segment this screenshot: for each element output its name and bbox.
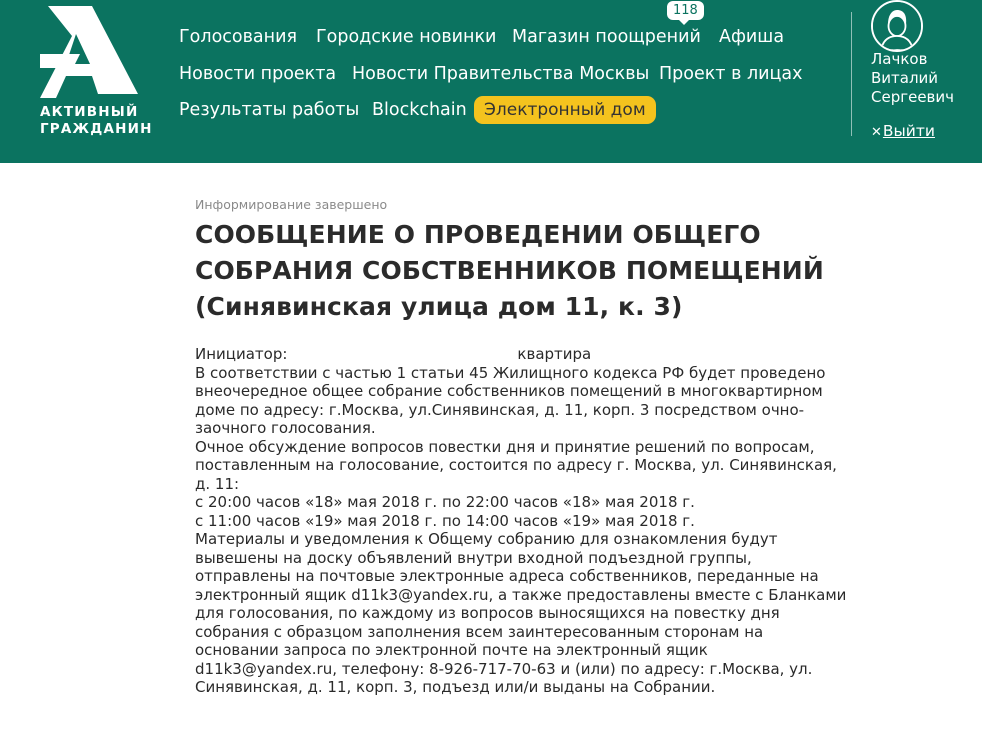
user-avatar-icon[interactable]: [871, 0, 923, 52]
article-body: [195, 345, 847, 697]
letter-a-logo-icon: [40, 6, 152, 98]
user-name: [871, 50, 979, 107]
body-line: вывешены на доску объявлений внутри входной подъездной группы,: [195, 548, 752, 567]
nav-rezultaty-raboty[interactable]: Результаты работы: [179, 100, 360, 120]
nav-elektronny-dom-button[interactable]: Электронный дом: [474, 96, 656, 124]
logo-line-1: АКТИВНЫЙ: [40, 104, 139, 120]
body-line: поставленным на голосование, состоится по адресу г. Москва, ул. Синявинская,: [195, 456, 837, 474]
body-line: электронный ящик d11k3@yandex.ru, а также предоставлены вместе с Бланками: [195, 585, 847, 604]
title-line-2: СОБРАНИЯ СОБСТВЕННИКОВ ПОМЕЩЕНИЙ: [195, 256, 824, 285]
logo-text: [40, 104, 170, 138]
body-line: отправлены на почтовые электронные адреса собственников, переданные на: [195, 567, 819, 585]
status-label: Информирование завершено: [195, 197, 388, 212]
body-line: внеочередное общее собрание собственников помещений в многоквартирном: [195, 382, 823, 400]
body-line: для голосования, по каждому из вопросов выносящихся на повестку дня: [195, 604, 780, 622]
user-last-name: Лачков: [871, 50, 928, 68]
header-divider: [851, 12, 852, 136]
body-line: собрания с образцом заполнения всем заинтересованным сторонам на: [195, 622, 764, 641]
body-line: d11k3@yandex.ru, телефону: 8-926-717-70-63 и (или) по адресу: г.Москва, ул.: [195, 659, 813, 678]
nav-magazin-pooshchreniy[interactable]: Магазин поощрений: [512, 27, 701, 47]
nav-gorodskie-novinki[interactable]: Городские новинки: [316, 27, 497, 47]
logout-link[interactable]: [871, 121, 935, 143]
body-line: д. 11:: [195, 474, 240, 493]
logo-line-2: ГРАЖДАНИН: [40, 121, 153, 137]
body-line: основании запроса по электронной почте на электронный ящик: [195, 641, 708, 659]
body-line: Очное обсуждение вопросов повестки дня и принятие решений по вопросам,: [195, 437, 815, 456]
body-line: заочного голосования.: [195, 419, 376, 437]
title-line-3: (Синявинская улица дом 11, к. 3): [195, 292, 683, 321]
title-line-1: СООБЩЕНИЕ О ПРОВЕДЕНИИ ОБЩЕГО: [195, 220, 761, 249]
body-line: с 11:00 часов «19» мая 2018 г. по 14:00 часов «19» мая 2018 г.: [195, 511, 695, 530]
nav-afisha[interactable]: Афиша: [719, 27, 785, 47]
site-logo[interactable]: [38, 6, 158, 141]
body-line: Материалы и уведомления к Общему собранию для ознакомления будут: [195, 530, 778, 548]
body-line: Синявинская, д. 11, корп. 3, подъезд или/и выданы на Собрании.: [195, 678, 716, 696]
nav-novosti-proekta[interactable]: Новости проекта: [179, 64, 337, 84]
logout-label: Выйти: [882, 122, 935, 140]
initiator-line: [195, 345, 835, 364]
notification-badge: 118: [667, 1, 704, 20]
initiator-suffix: квартира: [517, 345, 592, 363]
body-line: В соответствии с частью 1 статьи 45 Жилищного кодекса РФ будет проведено: [195, 363, 826, 382]
site-header: [0, 0, 982, 163]
close-icon: ✕: [871, 125, 882, 140]
nav-novosti-pravitelstva[interactable]: Новости Правительства Москвы: [352, 64, 650, 84]
nav-proekt-v-licah[interactable]: Проект в лицах: [659, 64, 803, 84]
user-first-name: Виталий: [871, 69, 939, 87]
body-line: с 20:00 часов «18» мая 2018 г. по 22:00 часов «18» мая 2018 г.: [195, 493, 695, 511]
article: [195, 196, 847, 697]
body-line: доме по адресу: г.Москва, ул.Синявинская, д. 11, корп. 3 посредством очно-: [195, 400, 805, 419]
nav-blockchain[interactable]: Blockchain: [372, 100, 467, 120]
nav-golosovaniya[interactable]: Голосования: [179, 27, 297, 47]
initiator-label: Инициатор:: [195, 345, 288, 363]
page-title: [195, 217, 835, 325]
user-patronymic: Сергеевич: [871, 88, 955, 106]
